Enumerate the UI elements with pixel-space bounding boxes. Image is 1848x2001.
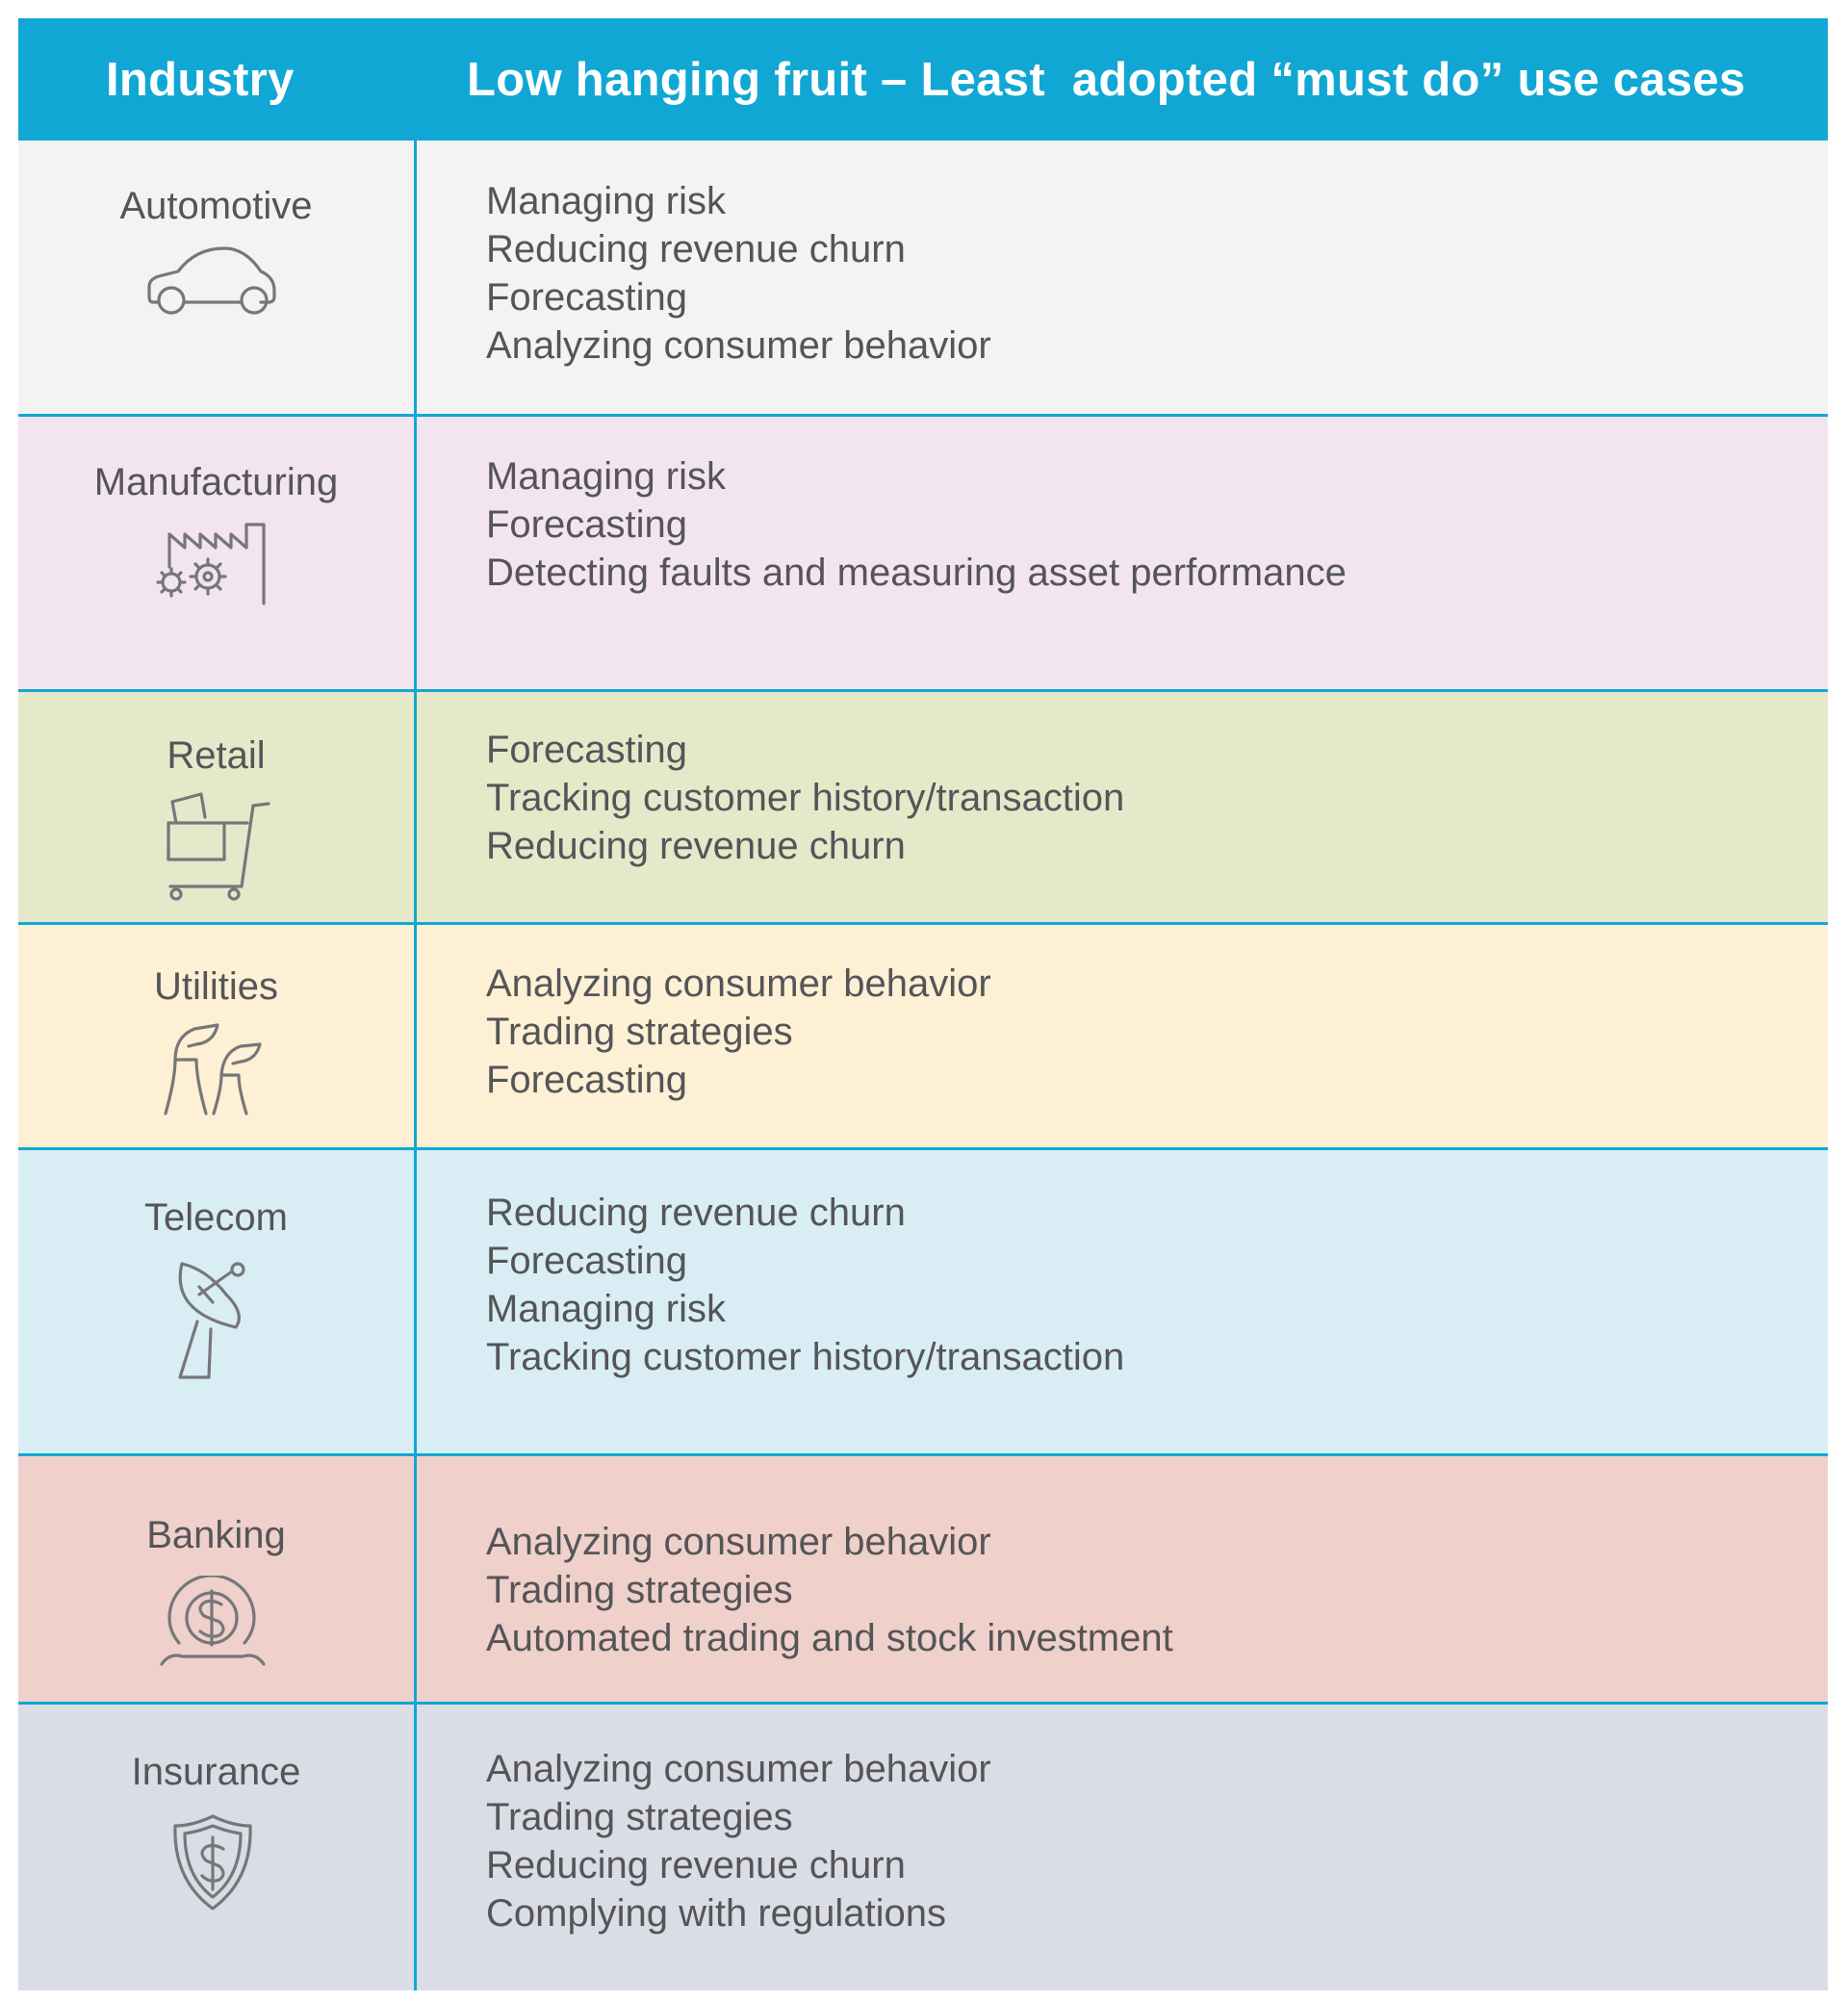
table-row-automotive — [18, 141, 1828, 417]
table-header — [18, 18, 1828, 141]
use-case-item: Forecasting — [486, 729, 687, 771]
use-case-item: Complying with regulations — [486, 1892, 947, 1935]
table-row-retail — [18, 692, 1828, 925]
industry-name: Utilities — [154, 965, 278, 1008]
use-case-item: Detecting faults and measuring asset performance — [486, 552, 1347, 594]
use-case-item: Analyzing consumer behavior — [486, 324, 991, 367]
industry-cell — [18, 417, 417, 689]
use-case-item: Analyzing consumer behavior — [486, 962, 991, 1005]
industry-cell — [18, 1456, 417, 1702]
use-case-list — [486, 177, 991, 370]
use-case-item: Managing risk — [486, 455, 727, 498]
industry-column-header: Industry — [106, 53, 295, 106]
table-row-banking — [18, 1456, 1828, 1705]
table-row-utilities — [18, 925, 1828, 1150]
use-case-item: Managing risk — [486, 180, 727, 222]
use-case-list — [486, 452, 1347, 597]
industry-cell — [18, 692, 417, 922]
use-case-list — [486, 1189, 1124, 1381]
use-case-item: Forecasting — [486, 503, 687, 546]
use-case-item: Trading strategies — [486, 1796, 793, 1838]
use-case-item: Reducing revenue churn — [486, 228, 906, 270]
industry-name: Retail — [167, 734, 266, 777]
use-case-item: Forecasting — [486, 276, 687, 319]
use-case-item: Forecasting — [486, 1059, 687, 1101]
use-cases-cell — [417, 925, 1828, 1147]
table-row-telecom — [18, 1150, 1828, 1456]
industry-cell — [18, 141, 417, 414]
use-case-item: Automated trading and stock investment — [486, 1617, 1173, 1659]
use-cases-cell — [417, 1150, 1828, 1453]
table-row-manufacturing — [18, 417, 1828, 692]
use-cases-cell — [417, 1705, 1828, 1990]
use-case-item: Tracking customer history/transaction — [486, 1336, 1125, 1378]
use-cases-table — [18, 18, 1828, 1990]
industry-cell — [18, 925, 417, 1147]
industry-cell — [18, 1150, 417, 1453]
power-plant-icon — [11, 1021, 414, 1117]
use-case-item: Analyzing consumer behavior — [486, 1748, 991, 1790]
use-case-item: Trading strategies — [486, 1011, 793, 1053]
use-cases-cell — [417, 141, 1828, 414]
use-cases-cell — [417, 692, 1828, 922]
use-case-item: Forecasting — [486, 1240, 687, 1282]
use-case-list — [486, 726, 1124, 870]
table-row-insurance — [18, 1705, 1828, 1990]
use-case-list — [486, 960, 991, 1104]
industry-name: Banking — [146, 1514, 286, 1556]
industry-name: Automotive — [119, 185, 313, 227]
use-cases-cell — [417, 417, 1828, 689]
industry-cell — [18, 1705, 417, 1990]
use-case-item: Trading strategies — [486, 1569, 793, 1611]
use-case-item: Analyzing consumer behavior — [486, 1521, 991, 1563]
use-cases-cell — [417, 1456, 1828, 1702]
use-case-list — [486, 1518, 1173, 1662]
use-case-item: Reducing revenue churn — [486, 1844, 906, 1886]
industry-name: Telecom — [144, 1196, 288, 1239]
dollar-shield-icon — [11, 1812, 414, 1912]
factory-gears-icon — [11, 523, 414, 609]
industry-name: Insurance — [131, 1751, 301, 1793]
industry-name: Manufacturing — [93, 461, 339, 503]
use-case-item: Managing risk — [486, 1288, 727, 1330]
use-case-item: Tracking customer history/transaction — [486, 777, 1125, 819]
use-case-list — [486, 1745, 991, 1937]
satellite-dish-icon — [11, 1258, 414, 1383]
dollar-coin-icon — [11, 1576, 414, 1672]
use-case-item: Reducing revenue churn — [486, 825, 906, 867]
use-case-item: Reducing revenue churn — [486, 1192, 906, 1234]
car-icon — [11, 243, 414, 318]
use-cases-column-header: Low hanging fruit – Least adopted “must do” use cases — [467, 53, 1746, 106]
shopping-cart-icon — [11, 788, 414, 904]
